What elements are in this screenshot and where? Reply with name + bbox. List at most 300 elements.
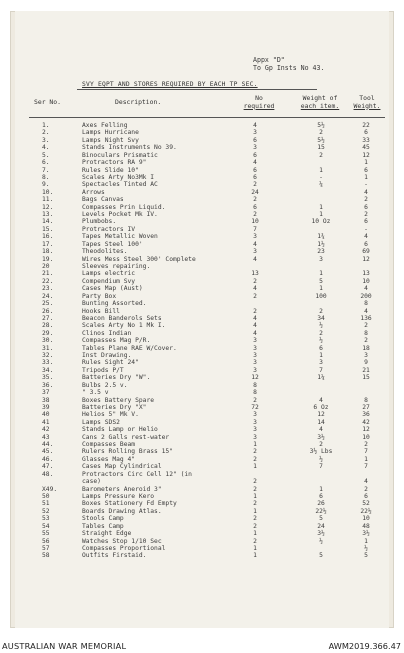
row-weight-each: 100 (315, 292, 327, 300)
row-weight-each: 1 (319, 352, 323, 360)
table-row (15, 122, 389, 129)
row-description: Compendium Svy (82, 277, 136, 285)
table-row (15, 174, 389, 181)
row-total-weight: 3 (364, 352, 368, 360)
row-weight-each: 7 (319, 366, 323, 374)
row-weight-each: 1 (319, 211, 323, 219)
row-description: Helios 5" Mk V. (82, 411, 139, 419)
row-weight-each: 26 (317, 500, 325, 508)
row-total-weight: 7 (364, 463, 368, 471)
row-ser-number: 19. (42, 255, 54, 263)
row-ser-number: 57 (42, 544, 50, 552)
row-number-required: 1 (253, 507, 257, 515)
row-total-weight: 6 (364, 218, 368, 226)
table-row (15, 374, 389, 381)
row-weight-each: 1½ (317, 240, 325, 248)
title-underline-rule (77, 89, 317, 90)
row-description: Levels Pocket Mk IV. (82, 211, 158, 219)
table-row (15, 411, 389, 418)
table-row (15, 322, 389, 329)
row-total-weight: 1 (364, 537, 368, 545)
row-weight-each: 3 (319, 359, 323, 367)
row-ser-number: 54 (42, 522, 50, 530)
row-weight-each: 3½ Lbs (309, 448, 333, 456)
row-weight-each: 2 (319, 329, 323, 337)
row-number-required: 3 (253, 418, 257, 426)
row-description: Rules Sight 24" (82, 359, 139, 367)
row-description: case) (82, 478, 101, 486)
row-ser-number: 46. (42, 455, 54, 463)
row-weight-each: ¼ (319, 181, 323, 189)
table-row (15, 278, 389, 285)
row-weight-each: 4 (319, 426, 323, 434)
row-number-required: 3 (253, 129, 257, 137)
table-row (15, 167, 389, 174)
table-row (15, 382, 389, 389)
row-number-required: 3 (253, 248, 257, 256)
row-ser-number: 53 (42, 515, 50, 523)
row-ser-number: 45. (42, 448, 54, 456)
row-total-weight: 18 (362, 344, 370, 352)
row-number-required: 4 (253, 314, 257, 322)
row-weight-each: 1¾ (317, 233, 325, 241)
row-number-required: 7 (253, 225, 257, 233)
row-ser-number: 2. (42, 129, 50, 137)
table-row (15, 300, 389, 307)
row-number-required: 2 (253, 500, 257, 508)
row-ser-number: 16. (42, 233, 54, 241)
column-header-weight-line2: each item. (300, 101, 340, 110)
row-ser-number: 31. (42, 344, 54, 352)
row-total-weight: 1 (364, 173, 368, 181)
table-row (15, 233, 389, 240)
row-ser-number: 26. (42, 307, 54, 315)
row-number-required: 3 (253, 411, 257, 419)
row-description: Barometers Aneroid 3" (82, 485, 162, 493)
row-ser-number: 36. (42, 381, 54, 389)
row-total-weight: 2 (364, 337, 368, 345)
row-description: Axes Felling (82, 122, 128, 129)
row-description: Binoculars Prismatic (82, 151, 158, 159)
row-description: Plumbobs. (82, 218, 117, 226)
row-ser-number: 17. (42, 240, 54, 248)
row-number-required: 1 (253, 544, 257, 552)
table-row (15, 441, 389, 448)
column-header-weight-line1: Weight of (302, 94, 338, 102)
table-row (15, 367, 389, 374)
row-ser-number: 50 (42, 493, 50, 500)
row-number-required: 3 (253, 366, 257, 374)
row-weight-each: 2 (319, 151, 323, 159)
row-description: Spectacles Tinted AC (82, 181, 158, 189)
row-weight-each: ½ (319, 455, 323, 463)
table-row (15, 270, 389, 277)
row-number-required: 3 (253, 344, 257, 352)
table-row (15, 330, 389, 337)
row-number-required: 2 (253, 277, 257, 285)
column-header-no-line1: No (255, 94, 263, 102)
row-number-required: 3 (253, 337, 257, 345)
row-number-required: 4 (253, 255, 257, 263)
row-description: Clinos Indian (82, 329, 132, 337)
table-row (15, 538, 389, 545)
table-row (15, 263, 389, 270)
row-description: Watches Stop 1/10 Sec (82, 537, 162, 545)
table-row (15, 211, 389, 218)
row-number-required: 6 (253, 166, 257, 174)
row-number-required: 2 (253, 396, 257, 404)
row-number-required: 2 (253, 537, 257, 545)
row-ser-number: 43 (42, 433, 50, 441)
table-row (15, 152, 389, 159)
row-number-required: 3 (253, 426, 257, 434)
row-ser-number: 5. (42, 151, 50, 159)
table-row (15, 545, 389, 552)
row-weight-each: 5 (319, 277, 323, 285)
row-total-weight: 1 (364, 455, 368, 463)
row-ser-number: 52 (42, 507, 50, 515)
table-row (15, 448, 389, 455)
row-description: Tripods P/T (82, 366, 124, 374)
row-weight-each: 7 (319, 463, 323, 471)
row-weight-each: 6 Oz (313, 403, 329, 411)
row-total-weight: 48 (362, 522, 370, 530)
row-ser-number: 37 (42, 389, 50, 397)
row-total-weight: 10 (362, 433, 370, 441)
row-ser-number: 14. (42, 218, 54, 226)
document-title: SVY EQPT AND STORES REQUIRED BY EACH TP SEC. (82, 81, 258, 88)
row-description: Protractors Circ Cell 12" (in (82, 470, 192, 478)
table-row (15, 196, 389, 203)
row-description: Cans 2 Galls rest-water (82, 433, 170, 441)
row-number-required: 13 (251, 270, 259, 278)
row-ser-number: 22. (42, 277, 54, 285)
column-header-ser: Ser No. (34, 98, 61, 106)
row-description: Compasses Beam (82, 441, 136, 449)
row-number-required: 4 (253, 285, 257, 293)
row-ser-number: 30. (42, 337, 54, 345)
table-row (15, 308, 389, 315)
row-number-required: 2 (253, 181, 257, 189)
row-ser-number: 13. (42, 211, 54, 219)
footer-accession-number: AWM2019.366.47 (328, 641, 401, 651)
row-total-weight: 5 (364, 552, 368, 560)
row-total-weight: 27 (362, 403, 370, 411)
row-total-weight: 22½ (360, 507, 372, 515)
row-ser-number: 47. (42, 463, 54, 471)
row-ser-number: 11. (42, 196, 54, 204)
row-total-weight: 69 (362, 248, 370, 256)
table-row (15, 285, 389, 292)
row-total-weight: 2 (364, 441, 368, 449)
row-description: Lamps Pressure Kero (82, 493, 155, 500)
row-total-weight: 7 (364, 448, 368, 456)
scanned-page (10, 11, 394, 628)
table-row (15, 226, 389, 233)
row-number-required: 2 (253, 478, 257, 486)
row-description: Boards Drawing Atlas. (82, 507, 162, 515)
archive-footer (0, 628, 404, 653)
table-row (15, 463, 389, 470)
row-total-weight: 8 (364, 329, 368, 337)
row-description: Bunting Assorted. (82, 300, 147, 308)
row-ser-number: 4. (42, 144, 50, 152)
table-row (15, 515, 389, 522)
row-total-weight: 200 (360, 292, 372, 300)
row-total-weight: 33 (362, 136, 370, 144)
row-ser-number: 56 (42, 537, 50, 545)
row-total-weight: 52 (362, 500, 370, 508)
row-weight-each: 14 (317, 418, 325, 426)
row-ser-number: 7. (42, 166, 50, 174)
table-row (15, 552, 389, 559)
row-description: Straight Edge (82, 530, 132, 538)
row-description: Bags Canvas (82, 196, 124, 204)
row-number-required: 2 (253, 448, 257, 456)
row-total-weight: 6 (364, 203, 368, 211)
row-description: Boxes Battery Spare (82, 396, 155, 404)
table-row (15, 159, 389, 166)
row-description: Protractors RA 9" (82, 159, 147, 167)
row-description: Lamps SDS2 (82, 418, 120, 426)
row-total-weight: 10 (362, 515, 370, 523)
table-row (15, 530, 389, 537)
row-weight-each: 2 (319, 129, 323, 137)
row-total-weight: 136 (360, 314, 372, 322)
row-description: Scales Arty No3Mk I (82, 173, 155, 181)
row-number-required: 1 (253, 441, 257, 449)
row-weight-each: 6 (319, 493, 323, 500)
row-description: Party Box (82, 292, 117, 300)
table-row (15, 315, 389, 322)
row-ser-number: 20 (42, 262, 50, 270)
row-weight-each: 3½ (317, 530, 325, 538)
row-total-weight: 4 (364, 233, 368, 241)
table-row (15, 337, 389, 344)
row-weight-each: 12 (317, 411, 325, 419)
row-ser-number: 39 (42, 403, 50, 411)
column-header-total-line1: Tool (359, 94, 375, 102)
row-weight-each: 34 (317, 314, 325, 322)
row-total-weight: 21 (362, 366, 370, 374)
row-ser-number: 33. (42, 359, 54, 367)
row-ser-number: 12. (42, 203, 54, 211)
row-total-weight: 8 (364, 300, 368, 308)
row-number-required: 1 (253, 493, 257, 500)
row-total-weight: 22 (362, 122, 370, 129)
row-ser-number: 40 (42, 411, 50, 419)
row-weight-each: 15 (317, 144, 325, 152)
row-weight-each: ½ (319, 322, 323, 330)
row-description: Glasses Mag 4" (82, 455, 136, 463)
row-description: Cases Map Cylindrical (82, 463, 162, 471)
row-weight-each: 3½ (317, 433, 325, 441)
row-ser-number: 27. (42, 314, 54, 322)
table-row (15, 456, 389, 463)
row-description: Theodolites. (82, 248, 128, 256)
row-total-weight: 6 (364, 166, 368, 174)
row-total-weight: 10 (362, 277, 370, 285)
row-weight-each: 5 (319, 515, 323, 523)
row-weight-each: 2 (319, 307, 323, 315)
row-ser-number: 3. (42, 136, 50, 144)
row-description: Compasses Proportional (82, 544, 166, 552)
row-description: Cases Map (Aust) (82, 285, 143, 293)
row-description: Stools Camp (82, 515, 124, 523)
row-number-required: 3 (253, 233, 257, 241)
row-weight-each: 6 (319, 344, 323, 352)
row-number-required: 3 (253, 352, 257, 360)
row-weight-each: 23 (317, 248, 325, 256)
table-row (15, 397, 389, 404)
row-number-required: 6 (253, 151, 257, 159)
row-weight-each: 22½ (315, 507, 327, 515)
row-description: Compasses Mag P/R. (82, 337, 151, 345)
row-number-required: 12 (251, 374, 259, 382)
row-weight-each: - (319, 173, 323, 181)
appendix-label: Appx "D" (253, 56, 285, 64)
row-ser-number: 29. (42, 329, 54, 337)
row-ser-number: 25. (42, 300, 54, 308)
row-ser-number: 34. (42, 366, 54, 374)
table-row (15, 256, 389, 263)
row-number-required: 8 (253, 389, 257, 397)
row-weight-each: 24 (317, 522, 325, 530)
row-weight-each: 1 (319, 485, 323, 493)
row-description: Lamps Night Svy (82, 136, 139, 144)
row-ser-number: 48. (42, 470, 54, 478)
document-sheet (15, 11, 389, 628)
row-description: Tables Camp (82, 522, 124, 530)
column-header-no-required (239, 95, 279, 110)
row-description: Stands Instruments No 39. (82, 144, 177, 152)
row-total-weight: 45 (362, 144, 370, 152)
row-number-required: 4 (253, 329, 257, 337)
header-separator-rule (29, 117, 385, 118)
row-ser-number: 32. (42, 352, 54, 360)
table-row (15, 144, 389, 151)
row-description: Tapes Metallic Woven (82, 233, 158, 241)
table-row (15, 404, 389, 411)
row-description: Outfits Firstaid. (82, 552, 147, 560)
row-ser-number: 55 (42, 530, 50, 538)
row-number-required: 6 (253, 173, 257, 181)
row-ser-number: 15. (42, 225, 54, 233)
row-total-weight: 8 (364, 396, 368, 404)
row-total-weight: 2 (364, 485, 368, 493)
row-ser-number: 10. (42, 188, 54, 196)
row-weight-each: ½ (319, 537, 323, 545)
row-description: Rulers Rolling Brass 15" (82, 448, 173, 456)
row-ser-number: 35. (42, 374, 54, 382)
row-total-weight: 3½ (362, 530, 370, 538)
row-total-weight: 2 (364, 196, 368, 204)
row-weight-each: 1 (319, 166, 323, 174)
row-total-weight: 4 (364, 188, 368, 196)
row-number-required: 2 (253, 211, 257, 219)
row-ser-number: 21. (42, 270, 54, 278)
row-number-required: 1 (253, 552, 257, 560)
row-description: Arrows (82, 188, 105, 196)
row-weight-each: 3 (319, 255, 323, 263)
row-description: Tapes Steel 100' (82, 240, 143, 248)
row-total-weight: 4 (364, 478, 368, 486)
row-number-required: 2 (253, 515, 257, 523)
row-total-weight: 2 (364, 322, 368, 330)
row-ser-number: 18. (42, 248, 54, 256)
column-header-no-line2: required (243, 101, 275, 110)
row-number-required: 2 (253, 522, 257, 530)
row-weight-each: 2 (319, 441, 323, 449)
row-ser-number: 38 (42, 396, 50, 404)
row-weight-each: 4 (319, 396, 323, 404)
table-row (15, 359, 389, 366)
table-row (15, 352, 389, 359)
row-number-required: 2 (253, 292, 257, 300)
table-row (15, 389, 389, 396)
table-row (15, 293, 389, 300)
table-row (15, 218, 389, 225)
row-ser-number: 6. (42, 159, 50, 167)
row-number-required: 3 (253, 144, 257, 152)
column-header-total-weight (352, 95, 382, 110)
table-row (15, 137, 389, 144)
row-description: Stands Lamp or Helio (82, 426, 158, 434)
row-description: Boxes Stationery Fd Empty (82, 500, 177, 508)
row-total-weight: 12 (362, 426, 370, 434)
row-number-required: 3 (253, 433, 257, 441)
row-number-required: 3 (253, 359, 257, 367)
column-header-weight-each (297, 95, 343, 110)
row-description: " 3.5 v (82, 389, 109, 397)
row-number-required: 4 (253, 159, 257, 167)
row-description: Sleeves repairing. (82, 262, 151, 270)
appendix-header (253, 56, 324, 72)
table-row (15, 523, 389, 530)
row-number-required: 1 (253, 463, 257, 471)
table-row (15, 189, 389, 196)
row-number-required: 24 (251, 188, 259, 196)
row-description: Lamps electric (82, 270, 136, 278)
footer-institution: AUSTRALIAN WAR MEMORIAL (2, 641, 127, 651)
row-total-weight: 9 (364, 359, 368, 367)
table-row (15, 478, 389, 485)
row-ser-number: 42 (42, 426, 50, 434)
row-total-weight: ½ (364, 544, 368, 552)
table-row (15, 493, 389, 500)
row-weight-each: ½ (319, 337, 323, 345)
row-ser-number: 28. (42, 322, 54, 330)
row-number-required: 1 (253, 530, 257, 538)
row-total-weight: - (364, 181, 368, 189)
row-description: Tables Plane RAE W/Cover. (82, 344, 177, 352)
row-number-required: 4 (253, 240, 257, 248)
row-number-required: 6 (253, 203, 257, 211)
row-description: Scales Arty No 1 Mk I. (82, 322, 166, 330)
row-total-weight: 2 (364, 211, 368, 219)
row-total-weight: 36 (362, 411, 370, 419)
table-row (15, 508, 389, 515)
table-row (15, 129, 389, 136)
table-row (15, 426, 389, 433)
row-total-weight: 1 (364, 159, 368, 167)
row-weight-each: 5 (319, 552, 323, 560)
row-total-weight: 6 (364, 493, 368, 500)
row-total-weight: 15 (362, 374, 370, 382)
row-total-weight: 4 (364, 285, 368, 293)
row-number-required: 2 (253, 307, 257, 315)
row-weight-each: 1 (319, 203, 323, 211)
